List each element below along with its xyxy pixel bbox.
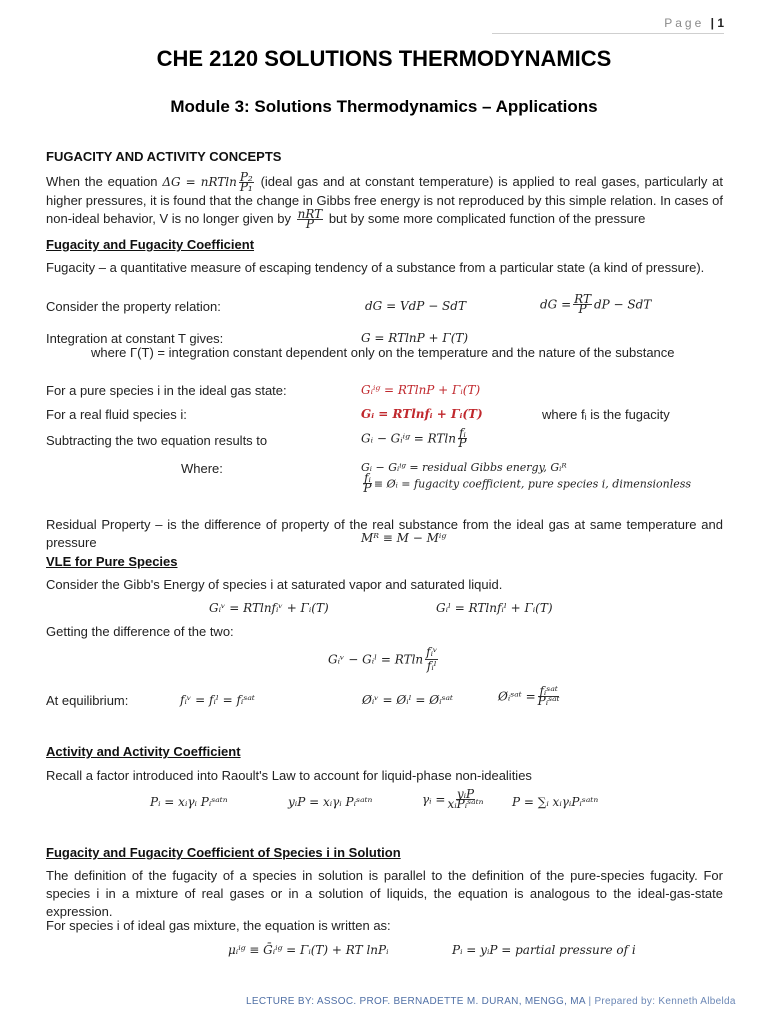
difference-label: Getting the difference of the two: <box>46 624 234 639</box>
section-heading-solution-fugacity: Fugacity and Fugacity Coefficient of Species i in Solution <box>46 845 401 860</box>
activity-coefficient-eq <box>422 787 486 811</box>
partial-pressure-eq: Pᵢ = xᵢγᵢ Pᵢˢᵃᵗⁿ <box>150 795 228 809</box>
integration-label: Integration at constant T gives: <box>46 331 224 346</box>
property-relation-eq1: dG = VdP − SdT <box>365 299 466 313</box>
modified-raoult-eq: yᵢP = xᵢγᵢ Pᵢˢᵃᵗⁿ <box>288 795 373 809</box>
header-rule <box>492 33 724 34</box>
eq-part: ≡ Øᵢ = fugacity coefficient, pure species i, dimensionless <box>373 477 692 491</box>
pure-species-label: For a pure species i in the ideal gas state: <box>46 383 287 398</box>
section-heading-fugacity-activity: FUGACITY AND ACTIVITY CONCEPTS <box>46 149 282 164</box>
page-label: Page <box>664 16 705 30</box>
liquid-gibbs-equation: Gᵢˡ = RTlnfᵢˡ + Γᵢ(T) <box>436 601 553 615</box>
property-relation-eq2 <box>540 292 652 316</box>
nrt-over-p-fraction <box>297 207 324 232</box>
eq-part: dG = <box>540 297 572 312</box>
fugacity-coefficient-definition <box>361 471 692 495</box>
eq-part: Øᵢˢᵃᵗ = <box>498 689 536 704</box>
phi-sat-equation <box>498 684 562 708</box>
frac-den: fᵢˡ <box>426 659 437 673</box>
intro-paragraph <box>46 170 724 232</box>
real-fluid-equation: Gᵢ = RTlnfᵢ + Γᵢ(T) <box>361 407 483 421</box>
rt-over-p-fraction <box>573 292 592 316</box>
section-heading-activity: Activity and Activity Coefficient <box>46 744 241 759</box>
intro-text-c: but by some more complicated function of the pressure <box>328 211 646 227</box>
frac-num: fᵢ <box>364 471 371 485</box>
fugacity-definition: Fugacity – a quantitative measure of escaping tendency of a substance from a particular state (a kind of pressure). <box>46 260 705 275</box>
section-heading-vle-pure: VLE for Pure Species <box>46 554 178 569</box>
frac-num: fᵢᵛ <box>426 645 438 659</box>
equilibrium-label: At equilibrium: <box>46 693 129 708</box>
pressure-ratio-fraction <box>239 170 254 195</box>
frac-den: P₁ <box>239 180 253 195</box>
f-over-p-fraction <box>363 471 372 495</box>
difference-equation <box>328 646 440 673</box>
frac-num: nRT <box>297 207 323 222</box>
f-over-p-fraction <box>458 426 467 450</box>
frac-den: P <box>363 481 372 495</box>
intro-text-b: (ideal gas and at constant temperature) is applied to real gases, particularly at higher pressures, it is found that the change in Gibbs free energy is not reproduced by this simple relation. In cases of non-ideal behavior, V is no longer given by <box>46 174 724 227</box>
ideal-gas-mixture-intro: For species i of ideal gas mixture, the equation is written as: <box>46 918 391 933</box>
total-pressure-eq: P = ∑ᵢ xᵢγᵢPᵢˢᵃᵗⁿ <box>512 795 599 809</box>
integration-equation: G = RTlnP + Γ(T) <box>361 331 469 345</box>
fugacity-note: where fᵢ is the fugacity <box>542 407 670 422</box>
delta-g-equation: ΔG = nRTln <box>162 175 237 189</box>
page-number: Page | 1 <box>664 16 724 30</box>
frac-den: Pᵢˢᵃᵗ <box>537 694 560 708</box>
property-relation-label: Consider the property relation: <box>46 299 221 314</box>
frac-num: RT <box>574 292 591 306</box>
module-subtitle: Module 3: Solutions Thermodynamics – Applications <box>170 97 598 116</box>
intro-text-a: When the equation <box>46 174 158 189</box>
frac-num: yᵢP <box>456 787 475 801</box>
vle-intro: Consider the Gibb's Energy of species i at saturated vapor and saturated liquid. <box>46 577 503 592</box>
chemical-potential-eq: μᵢⁱᵍ ≡ Ḡᵢⁱᵍ = Γᵢ(T) + RT lnPᵢ <box>228 943 389 957</box>
raoult-intro: Recall a factor introduced into Raoult's Law to account for liquid-phase non-idealities <box>46 768 532 783</box>
pure-species-equation: Gᵢⁱᵍ = RTlnP + Γᵢ(T) <box>361 383 481 397</box>
vapor-gibbs-equation: Gᵢᵛ = RTlnfᵢᵛ + Γᵢ(T) <box>209 601 329 615</box>
real-fluid-label: For a real fluid species i: <box>46 407 187 422</box>
eq-part: Gᵢ − Gᵢⁱᵍ = RTln <box>361 431 456 446</box>
frac-den: xᵢPᵢˢᵃᵗⁿ <box>447 797 484 811</box>
subtract-equation <box>361 426 469 450</box>
fugacity-ratio-fraction <box>425 646 438 673</box>
integration-constant-note: where Γ(T) = integration constant dependent only on the temperature and the nature of the substance <box>91 345 675 360</box>
equilibrium-phi-eq: Øᵢᵛ = Øᵢˡ = Øᵢˢᵃᵗ <box>362 693 454 707</box>
eq-part: Gᵢᵛ − Gᵢˡ = RTln <box>328 652 424 667</box>
residual-property-equation: Mᴿ ≡ M − Mⁱᵍ <box>361 531 447 545</box>
section-heading-fugacity-coefficient: Fugacity and Fugacity Coefficient <box>46 237 255 252</box>
equilibrium-fugacity-eq: fᵢᵛ = fᵢˡ = fᵢˢᵃᵗ <box>180 693 255 707</box>
document-title: CHE 2120 SOLUTIONS THERMODYNAMICS <box>156 46 612 71</box>
activity-fraction <box>447 787 484 811</box>
frac-num: P₂ <box>239 170 253 185</box>
eq-part: dP − SdT <box>593 297 652 312</box>
frac-den: P <box>578 302 587 316</box>
residual-property-text: Residual Property – is the difference of property of the real substance from the ideal gas at same temperature and pressure <box>46 517 723 550</box>
footer-separator: | <box>588 996 592 1007</box>
subtract-label: Subtracting the two equation results to <box>46 433 268 448</box>
frac-den: P <box>458 436 467 450</box>
partial-pressure-definition-eq: Pᵢ = yᵢP = partial pressure of i <box>452 943 636 957</box>
residual-gibbs-definition: Gᵢ − Gᵢⁱᵍ = residual Gibbs energy, Gᵢᴿ <box>361 461 567 474</box>
page-number-value: 1 <box>717 16 724 30</box>
eq-part: γᵢ = <box>422 792 446 807</box>
footer-lecturer: LECTURE BY: ASSOC. PROF. BERNADETTE M. DURAN, MENGG, MA <box>246 996 586 1007</box>
where-label: Where: <box>181 461 223 476</box>
frac-den: P <box>305 217 314 232</box>
frac-num: fᵢ <box>458 426 466 440</box>
solution-fugacity-paragraph: The definition of the fugacity of a species in solution is parallel to the definition of the pure-species fugacity. For species i in a mixture of real gases or in a solution of liquids, the equation is analogous to the ideal-gas-state expression. <box>46 868 723 919</box>
frac-num: fᵢˢᵃᵗ <box>539 684 558 698</box>
phi-sat-fraction <box>537 684 560 708</box>
footer-preparer: Prepared by: Kenneth Albelda <box>594 996 736 1007</box>
footer <box>246 996 736 1007</box>
